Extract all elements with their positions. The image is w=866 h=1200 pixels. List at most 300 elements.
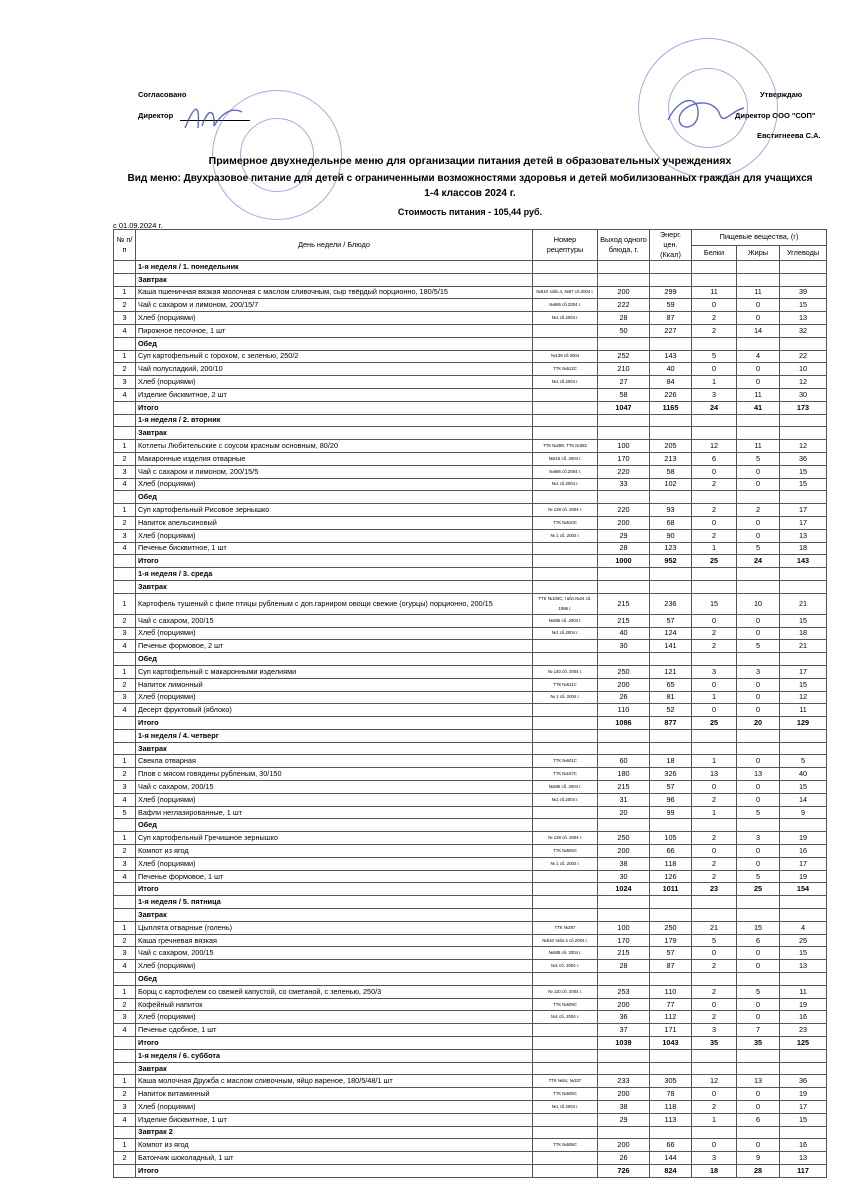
- carbs-value: 11: [780, 985, 827, 998]
- day-header-row: [114, 568, 827, 581]
- recipe-number: № 140 сб. 2004 г.: [533, 665, 598, 678]
- fat-value: [737, 337, 780, 350]
- carbs-value: 10: [780, 363, 827, 376]
- yield-value: 1039: [598, 1037, 650, 1050]
- recipe-number: [533, 883, 598, 896]
- carbs-value: 19: [780, 870, 827, 883]
- protein-value: [692, 427, 737, 440]
- fat-value: 0: [737, 516, 780, 529]
- recipe-number: № 110 сб. 2004 г.: [533, 985, 598, 998]
- row-number: [114, 427, 136, 440]
- yield-value: 60: [598, 755, 650, 768]
- dish-name: Итого: [136, 717, 533, 730]
- row-number: 1: [114, 504, 136, 517]
- yield-value: 37: [598, 1024, 650, 1037]
- protein-value: [692, 653, 737, 666]
- total-row: [114, 717, 827, 730]
- protein-value: 3: [692, 1152, 737, 1165]
- protein-value: [692, 337, 737, 350]
- carbs-value: [780, 568, 827, 581]
- energy-value: 112: [650, 1011, 692, 1024]
- energy-value: 326: [650, 768, 692, 781]
- protein-value: 3: [692, 1024, 737, 1037]
- carbs-value: [780, 337, 827, 350]
- recipe-number: ТТК №287: [533, 921, 598, 934]
- energy-value: 57: [650, 947, 692, 960]
- left-director-label: Директор: [138, 111, 174, 120]
- row-number: 2: [114, 516, 136, 529]
- fat-value: [737, 580, 780, 593]
- yield-value: 40: [598, 627, 650, 640]
- row-number: [114, 1062, 136, 1075]
- row-number: 2: [114, 845, 136, 858]
- carbs-value: [780, 819, 827, 832]
- fat-value: 0: [737, 947, 780, 960]
- dish-name: Напиток апельсиновый: [136, 516, 533, 529]
- fat-value: 11: [737, 388, 780, 401]
- yield-value: 1047: [598, 401, 650, 414]
- fat-value: 0: [737, 704, 780, 717]
- carbs-value: 17: [780, 665, 827, 678]
- fat-value: 28: [737, 1164, 780, 1177]
- table-row: [114, 363, 827, 376]
- carbs-value: 18: [780, 542, 827, 555]
- row-number: 2: [114, 998, 136, 1011]
- carbs-value: 17: [780, 516, 827, 529]
- dish-name: 1-я неделя / 1. понедельник: [136, 261, 533, 274]
- recipe-number: [533, 427, 598, 440]
- table-row: [114, 614, 827, 627]
- recipe-number: [533, 580, 598, 593]
- yield-value: 250: [598, 665, 650, 678]
- dish-name: Котлеты Любительские с соусом красным основным, 80/20: [136, 440, 533, 453]
- dish-name: Итого: [136, 1164, 533, 1177]
- carbs-value: [780, 491, 827, 504]
- day-header-row: [114, 261, 827, 274]
- table-row: [114, 299, 827, 312]
- dish-name: Хлеб (порциями): [136, 627, 533, 640]
- table-row: [114, 665, 827, 678]
- energy-value: 213: [650, 452, 692, 465]
- table-row: [114, 529, 827, 542]
- recipe-number: №1 сб.2004 г.: [533, 478, 598, 491]
- row-number: [114, 414, 136, 427]
- row-number: 2: [114, 768, 136, 781]
- protein-value: 2: [692, 832, 737, 845]
- recipe-number: [533, 414, 598, 427]
- dish-name: Хлеб (порциями): [136, 960, 533, 973]
- menu-body: [114, 261, 827, 1178]
- row-number: [114, 819, 136, 832]
- carbs-value: 21: [780, 593, 827, 614]
- yield-value: 1086: [598, 717, 650, 730]
- energy-value: 118: [650, 1101, 692, 1114]
- fat-value: 5: [737, 806, 780, 819]
- table-row: [114, 350, 827, 363]
- table-row: [114, 921, 827, 934]
- row-number: [114, 896, 136, 909]
- protein-value: 0: [692, 704, 737, 717]
- carbs-value: 12: [780, 440, 827, 453]
- fat-value: [737, 427, 780, 440]
- fat-value: [737, 742, 780, 755]
- protein-value: 0: [692, 363, 737, 376]
- energy-value: 141: [650, 640, 692, 653]
- protein-value: [692, 261, 737, 274]
- carbs-value: 32: [780, 324, 827, 337]
- fat-value: 13: [737, 1075, 780, 1088]
- recipe-number: [533, 1024, 598, 1037]
- carbs-value: [780, 414, 827, 427]
- dish-name: Картофель тушеный с филе птицы рубленым с доп.гарниром овощи свежие (огурцы) порционно, 200/15: [136, 593, 533, 614]
- fat-value: 24: [737, 555, 780, 568]
- protein-value: 2: [692, 478, 737, 491]
- row-number: 4: [114, 478, 136, 491]
- recipe-number: ТТК №506С: [533, 845, 598, 858]
- recipe-number: №1 сб.2004 г.: [533, 1101, 598, 1114]
- dish-name: 1-я неделя / 2. вторник: [136, 414, 533, 427]
- protein-value: 5: [692, 350, 737, 363]
- day-header-row: [114, 729, 827, 742]
- fat-value: 9: [737, 1152, 780, 1165]
- carbs-value: 36: [780, 1075, 827, 1088]
- energy-value: 113: [650, 1113, 692, 1126]
- protein-value: 2: [692, 870, 737, 883]
- recipe-number: №686 сб.2004 г.: [533, 465, 598, 478]
- row-number: [114, 717, 136, 730]
- energy-value: [650, 568, 692, 581]
- carbs-value: [780, 273, 827, 286]
- yield-value: [598, 1062, 650, 1075]
- fat-value: 5: [737, 542, 780, 555]
- table-row: [114, 516, 827, 529]
- energy-value: [650, 273, 692, 286]
- yield-value: 28: [598, 312, 650, 325]
- energy-value: 952: [650, 555, 692, 568]
- row-number: 2: [114, 299, 136, 312]
- row-number: 3: [114, 947, 136, 960]
- meal-header-row: [114, 427, 827, 440]
- carbs-value: 5: [780, 755, 827, 768]
- energy-value: [650, 729, 692, 742]
- meal-header-row: [114, 580, 827, 593]
- dish-name: Обед: [136, 653, 533, 666]
- total-row: [114, 1037, 827, 1050]
- recipe-number: [533, 1037, 598, 1050]
- protein-value: [692, 1062, 737, 1075]
- yield-value: 100: [598, 921, 650, 934]
- fat-value: 0: [737, 845, 780, 858]
- energy-value: 1043: [650, 1037, 692, 1050]
- carbs-value: 19: [780, 998, 827, 1011]
- dish-name: Свекла отварная: [136, 755, 533, 768]
- table-row: [114, 806, 827, 819]
- yield-value: [598, 491, 650, 504]
- energy-value: [650, 1126, 692, 1139]
- protein-value: 2: [692, 324, 737, 337]
- fat-value: [737, 653, 780, 666]
- dish-name: Хлеб (порциями): [136, 1101, 533, 1114]
- protein-value: 2: [692, 793, 737, 806]
- meal-cost: Стоимость питания - 105,44 руб.: [397, 207, 543, 217]
- yield-value: 26: [598, 691, 650, 704]
- carbs-value: 12: [780, 691, 827, 704]
- protein-value: 0: [692, 1088, 737, 1101]
- recipe-number: ТТК №511С: [533, 678, 598, 691]
- protein-value: 0: [692, 516, 737, 529]
- row-number: [114, 1049, 136, 1062]
- carbs-value: [780, 896, 827, 909]
- carbs-value: 17: [780, 504, 827, 517]
- yield-value: 170: [598, 452, 650, 465]
- recipe-number: [533, 909, 598, 922]
- recipe-number: №685 сб. 2004 г.: [533, 781, 598, 794]
- energy-value: 66: [650, 1139, 692, 1152]
- protein-value: 12: [692, 1075, 737, 1088]
- recipe-number: ТТК №506С: [533, 1139, 598, 1152]
- table-row: [114, 376, 827, 389]
- energy-value: 126: [650, 870, 692, 883]
- recipe-number: [533, 273, 598, 286]
- energy-value: [650, 414, 692, 427]
- row-number: 1: [114, 921, 136, 934]
- protein-value: 3: [692, 388, 737, 401]
- table-row: [114, 755, 827, 768]
- yield-value: 200: [598, 1088, 650, 1101]
- carbs-value: 17: [780, 857, 827, 870]
- dish-name: Хлеб (порциями): [136, 857, 533, 870]
- yield-value: [598, 729, 650, 742]
- yield-value: 200: [598, 998, 650, 1011]
- table-row: [114, 934, 827, 947]
- table-row: [114, 312, 827, 325]
- table-row: [114, 465, 827, 478]
- fat-value: 0: [737, 1139, 780, 1152]
- table-row: [114, 947, 827, 960]
- total-row: [114, 401, 827, 414]
- protein-value: [692, 414, 737, 427]
- row-number: 4: [114, 542, 136, 555]
- recipe-number: [533, 870, 598, 883]
- table-row: [114, 593, 827, 614]
- recipe-number: [533, 337, 598, 350]
- dish-name: Чай с сахаром и лимоном, 200/15/5: [136, 465, 533, 478]
- row-number: [114, 401, 136, 414]
- energy-value: 110: [650, 985, 692, 998]
- document-subtitle-2: 1-4 классов 2024 г.: [424, 188, 516, 199]
- yield-value: [598, 1049, 650, 1062]
- dish-name: Суп картофельный Гречишное зернышко: [136, 832, 533, 845]
- recipe-number: №1 сб. 2004 г.: [533, 960, 598, 973]
- row-number: 2: [114, 1152, 136, 1165]
- yield-value: 215: [598, 781, 650, 794]
- energy-value: 90: [650, 529, 692, 542]
- protein-value: 12: [692, 440, 737, 453]
- dish-name: Борщ с картофелем со свежей капустой, со сметаной, с зеленью, 250/3: [136, 985, 533, 998]
- recipe-number: [533, 324, 598, 337]
- yield-value: 100: [598, 440, 650, 453]
- dish-name: Обед: [136, 973, 533, 986]
- table-row: [114, 998, 827, 1011]
- carbs-value: [780, 909, 827, 922]
- yield-value: 253: [598, 985, 650, 998]
- protein-value: 3: [692, 665, 737, 678]
- fat-value: 0: [737, 998, 780, 1011]
- energy-value: 124: [650, 627, 692, 640]
- row-number: 3: [114, 376, 136, 389]
- table-row: [114, 691, 827, 704]
- carbs-value: 143: [780, 555, 827, 568]
- row-number: [114, 1126, 136, 1139]
- document-title: Примерное двухнедельное меню для организации питания детей в образовательных учреждениях: [208, 155, 732, 167]
- energy-value: 77: [650, 998, 692, 1011]
- table-row: [114, 1139, 827, 1152]
- dish-name: Обед: [136, 491, 533, 504]
- carbs-value: 13: [780, 1152, 827, 1165]
- recipe-number: [533, 717, 598, 730]
- dish-name: Чай полусладкий, 200/10: [136, 363, 533, 376]
- energy-value: [650, 427, 692, 440]
- energy-value: 205: [650, 440, 692, 453]
- recipe-number: [533, 568, 598, 581]
- carbs-value: 18: [780, 627, 827, 640]
- energy-value: 99: [650, 806, 692, 819]
- table-row: [114, 324, 827, 337]
- row-number: 1: [114, 440, 136, 453]
- carbs-value: [780, 580, 827, 593]
- yield-value: 220: [598, 465, 650, 478]
- recipe-number: [533, 819, 598, 832]
- carbs-value: [780, 1126, 827, 1139]
- protein-value: 2: [692, 1011, 737, 1024]
- recipe-number: № 1 сб. 2004 г.: [533, 857, 598, 870]
- col-dish-header: День недели / Блюдо: [136, 230, 533, 261]
- dish-name: Печенье формовое, 2 шт: [136, 640, 533, 653]
- fat-value: [737, 414, 780, 427]
- dish-name: Печенье формовое, 1 шт: [136, 870, 533, 883]
- fat-value: 15: [737, 921, 780, 934]
- energy-value: [650, 896, 692, 909]
- energy-value: [650, 337, 692, 350]
- dish-name: Обед: [136, 337, 533, 350]
- yield-value: 36: [598, 1011, 650, 1024]
- protein-value: 24: [692, 401, 737, 414]
- table-row: [114, 793, 827, 806]
- row-number: 3: [114, 312, 136, 325]
- carbs-value: 15: [780, 478, 827, 491]
- row-number: 3: [114, 529, 136, 542]
- carbs-value: 36: [780, 452, 827, 465]
- dish-name: Суп картофельный с горохом, с зеленью, 250/2: [136, 350, 533, 363]
- table-row: [114, 832, 827, 845]
- energy-value: 877: [650, 717, 692, 730]
- fat-value: 5: [737, 452, 780, 465]
- recipe-number: №139 сб.2004: [533, 350, 598, 363]
- protein-value: [692, 1049, 737, 1062]
- dish-name: Печенье бисквитное, 1 шт: [136, 542, 533, 555]
- recipe-number: [533, 261, 598, 274]
- fat-value: 0: [737, 363, 780, 376]
- dish-name: Вафли неглазированные, 1 шт: [136, 806, 533, 819]
- row-number: 2: [114, 1088, 136, 1101]
- row-number: [114, 580, 136, 593]
- yield-value: 20: [598, 806, 650, 819]
- fat-value: 0: [737, 960, 780, 973]
- fat-value: 0: [737, 478, 780, 491]
- col-carbs-header: Углеводы: [780, 245, 827, 261]
- carbs-value: 15: [780, 1113, 827, 1126]
- protein-value: 0: [692, 947, 737, 960]
- protein-value: [692, 273, 737, 286]
- table-row: [114, 678, 827, 691]
- energy-value: [650, 819, 692, 832]
- protein-value: [692, 819, 737, 832]
- recipe-number: №1 сб.2004 г.: [533, 376, 598, 389]
- recipe-number: [533, 1126, 598, 1139]
- carbs-value: 4: [780, 921, 827, 934]
- row-number: 4: [114, 793, 136, 806]
- fat-value: [737, 261, 780, 274]
- recipe-number: [533, 401, 598, 414]
- yield-value: [598, 273, 650, 286]
- fat-value: 41: [737, 401, 780, 414]
- yield-value: 210: [598, 363, 650, 376]
- dish-name: Завтрак: [136, 909, 533, 922]
- dish-name: Завтрак: [136, 580, 533, 593]
- meal-header-row: [114, 653, 827, 666]
- dish-name: Хлеб (порциями): [136, 478, 533, 491]
- dish-name: Каша пшеничная вязкая молочная с маслом сливочным, сыр твёрдый порционно, 180/5/15: [136, 286, 533, 299]
- yield-value: 30: [598, 640, 650, 653]
- table-row: [114, 542, 827, 555]
- dish-name: Компот из ягод: [136, 845, 533, 858]
- yield-value: [598, 896, 650, 909]
- col-energy-header: Энерг. цен. (Ккал): [650, 230, 692, 261]
- energy-value: [650, 580, 692, 593]
- protein-value: 0: [692, 1139, 737, 1152]
- dish-name: Обед: [136, 819, 533, 832]
- fat-value: 6: [737, 934, 780, 947]
- dish-name: Кофейный напиток: [136, 998, 533, 1011]
- row-number: [114, 1037, 136, 1050]
- recipe-number: [533, 806, 598, 819]
- carbs-value: 11: [780, 704, 827, 717]
- recipe-number: №510 табл.4 сб.2004 г.: [533, 934, 598, 947]
- yield-value: 222: [598, 299, 650, 312]
- protein-value: 1: [692, 1113, 737, 1126]
- dish-name: Батончик шоколадный, 1 шт: [136, 1152, 533, 1165]
- carbs-value: 12: [780, 376, 827, 389]
- yield-value: 1000: [598, 555, 650, 568]
- protein-value: 0: [692, 845, 737, 858]
- row-number: 2: [114, 678, 136, 691]
- protein-value: 13: [692, 768, 737, 781]
- energy-value: 118: [650, 857, 692, 870]
- meal-header-row: [114, 973, 827, 986]
- yield-value: [598, 653, 650, 666]
- energy-value: 66: [650, 845, 692, 858]
- fat-value: 5: [737, 640, 780, 653]
- dish-name: Хлеб (порциями): [136, 376, 533, 389]
- energy-value: 1011: [650, 883, 692, 896]
- protein-value: 2: [692, 504, 737, 517]
- recipe-number: ТТК №512С: [533, 363, 598, 376]
- fat-value: 14: [737, 324, 780, 337]
- day-header-row: [114, 414, 827, 427]
- table-row: [114, 845, 827, 858]
- row-number: [114, 973, 136, 986]
- fat-value: 20: [737, 717, 780, 730]
